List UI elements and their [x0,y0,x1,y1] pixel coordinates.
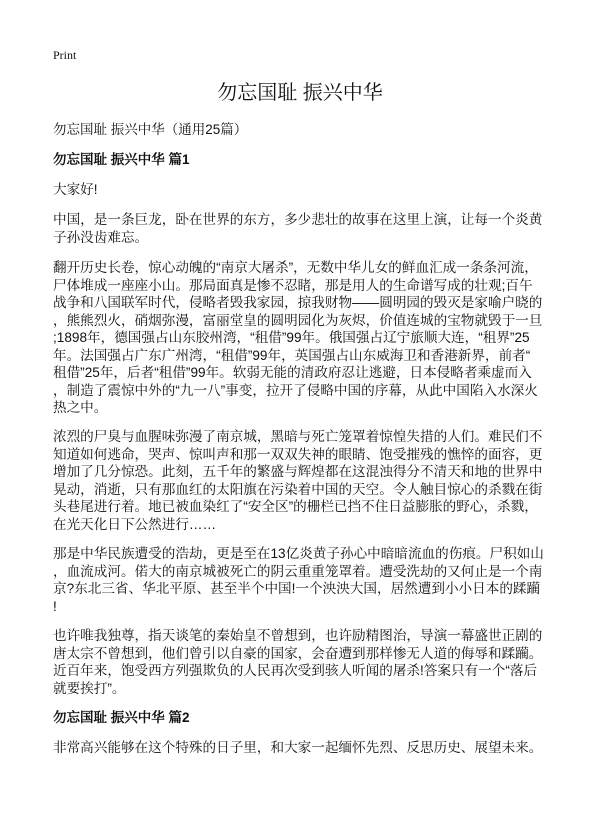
paragraph-line: 也许唯我独尊，指天谈笔的秦始皇不曾想到，也许励精图治，导演一幕盛世正剧的 [53,628,543,643]
paragraph-line: 尸体堆成一座座小山。那局面真是惨不忍睹，那是用人的生命谱写成的壮观;百午 [53,277,533,293]
paragraph-line: ，血流成河。偌大的南京城被死亡的阴云重重笼罩着。遭受洗劫的又何止是一个南 [53,563,543,579]
paragraph-line: 浓烈的尸臭与血腥味弥漫了南京城，黑暗与死亡笼罩着惊惶失措的人们。难民们不 [53,429,543,444]
paragraph-line: 租借”25年，后者“租借”99年。软弱无能的清政府忍让逃避，日本侵略者乘虚而入 [53,365,532,380]
paragraph-line: 非常高兴能够在这个特殊的日子里，和大家一起缅怀先烈、反思历史、展望未来。 [53,740,543,755]
paragraph-line: 翻开历史长卷，惊心动魄的“南京大屠杀”，无数中华儿女的鲜血汇成一条条河流， [53,260,538,275]
paragraph-line: ，熊熊烈火，硝烟弥漫，富丽堂皇的圆明园化为灰烬，价值连城的宝物就毁于一旦 [53,312,543,328]
print-link[interactable]: Print [53,48,77,62]
paragraph-line: 那是中华民族遭受的浩劫，更是至在13亿炎黄子孙心中暗暗流血的伤痕。尸积如山 [53,546,544,561]
paragraph-line: 年。法国强占广东广州湾，“租借”99年，英国强占山东威海卫和香港新界，前者“ [53,347,531,363]
paragraph [53,545,573,615]
paragraph-line: 战争和八国联军时代，侵略者毁我家园，掠我财物——圆明园的毁灭是家喻户晓的 [53,295,543,310]
paragraph [53,739,573,757]
paragraph-line: 子孙没齿难忘。 [53,229,149,245]
paragraph-line: 大家好! [53,182,98,197]
paragraph-line: 头巷尾进行着。地已被血染红了“安全区”的栅栏已挡不住日益膨胀的野心，杀戮， [53,499,538,514]
paragraph [53,428,573,533]
subtitle: 勿忘国耻 振兴中华（通用25篇） [53,122,248,137]
paragraph-line: 中国，是一条巨龙，卧在世界的东方，多少悲壮的故事在这里上演，让每一个炎黄 [53,212,543,227]
paragraph-line: 唐太宗不曾想到，他们曾引以自豪的国家，会奋遭到那样惨无人道的侮辱和蹂躏。 [53,645,543,661]
paragraph [53,181,573,199]
paragraph-line: 热之中。 [53,400,108,415]
section-heading-1: 勿忘国耻 振兴中华 篇1 [53,152,190,167]
paragraph-line: ;1898年，德国强占山东胶州湾，“租借”99年。俄国强占辽宁旅顺大连，“租界”25 [53,330,530,345]
paragraph-line: ，制造了震惊中外的“九一八”事变，拉开了侵略中国的序幕，从此中国陷入水深火 [53,382,538,398]
paragraph-line: 京?东北三省、华北平原、甚至半个中国!一个泱泱大国，居然遭到小小日本的蹂躏 [53,581,541,596]
paragraph-line: 晃动，消逝，只有那血红的太阳旗在污染着中国的天空。令人触目惊心的杀戮在街 [53,481,543,497]
paragraph-line: 就要挨打”。 [53,680,126,696]
paragraph-line: 在光天化日下公然进行…… [53,516,217,532]
paragraph-line: ! [53,598,57,614]
paragraph [53,627,573,697]
paragraph-line: 增加了几分惊恐。此刻，五千年的繁盛与辉煌都在这混浊得分不清天和地的世界中 [53,464,543,479]
paragraph [53,259,573,417]
page-title: 勿忘国耻 振兴中华 [217,82,383,104]
paragraph [53,211,573,246]
paragraph-line: 知道如何逃命，哭声、惊叫声和那一双双失神的眼睛、饱受摧残的憔悴的面容，更 [53,446,543,462]
paragraph-line: 近百年来，饱受西方列强欺负的人民再次受到骇人听闻的屠杀!答案只有一个“落后 [53,663,538,678]
section-heading-2: 勿忘国耻 振兴中华 篇2 [53,710,190,725]
